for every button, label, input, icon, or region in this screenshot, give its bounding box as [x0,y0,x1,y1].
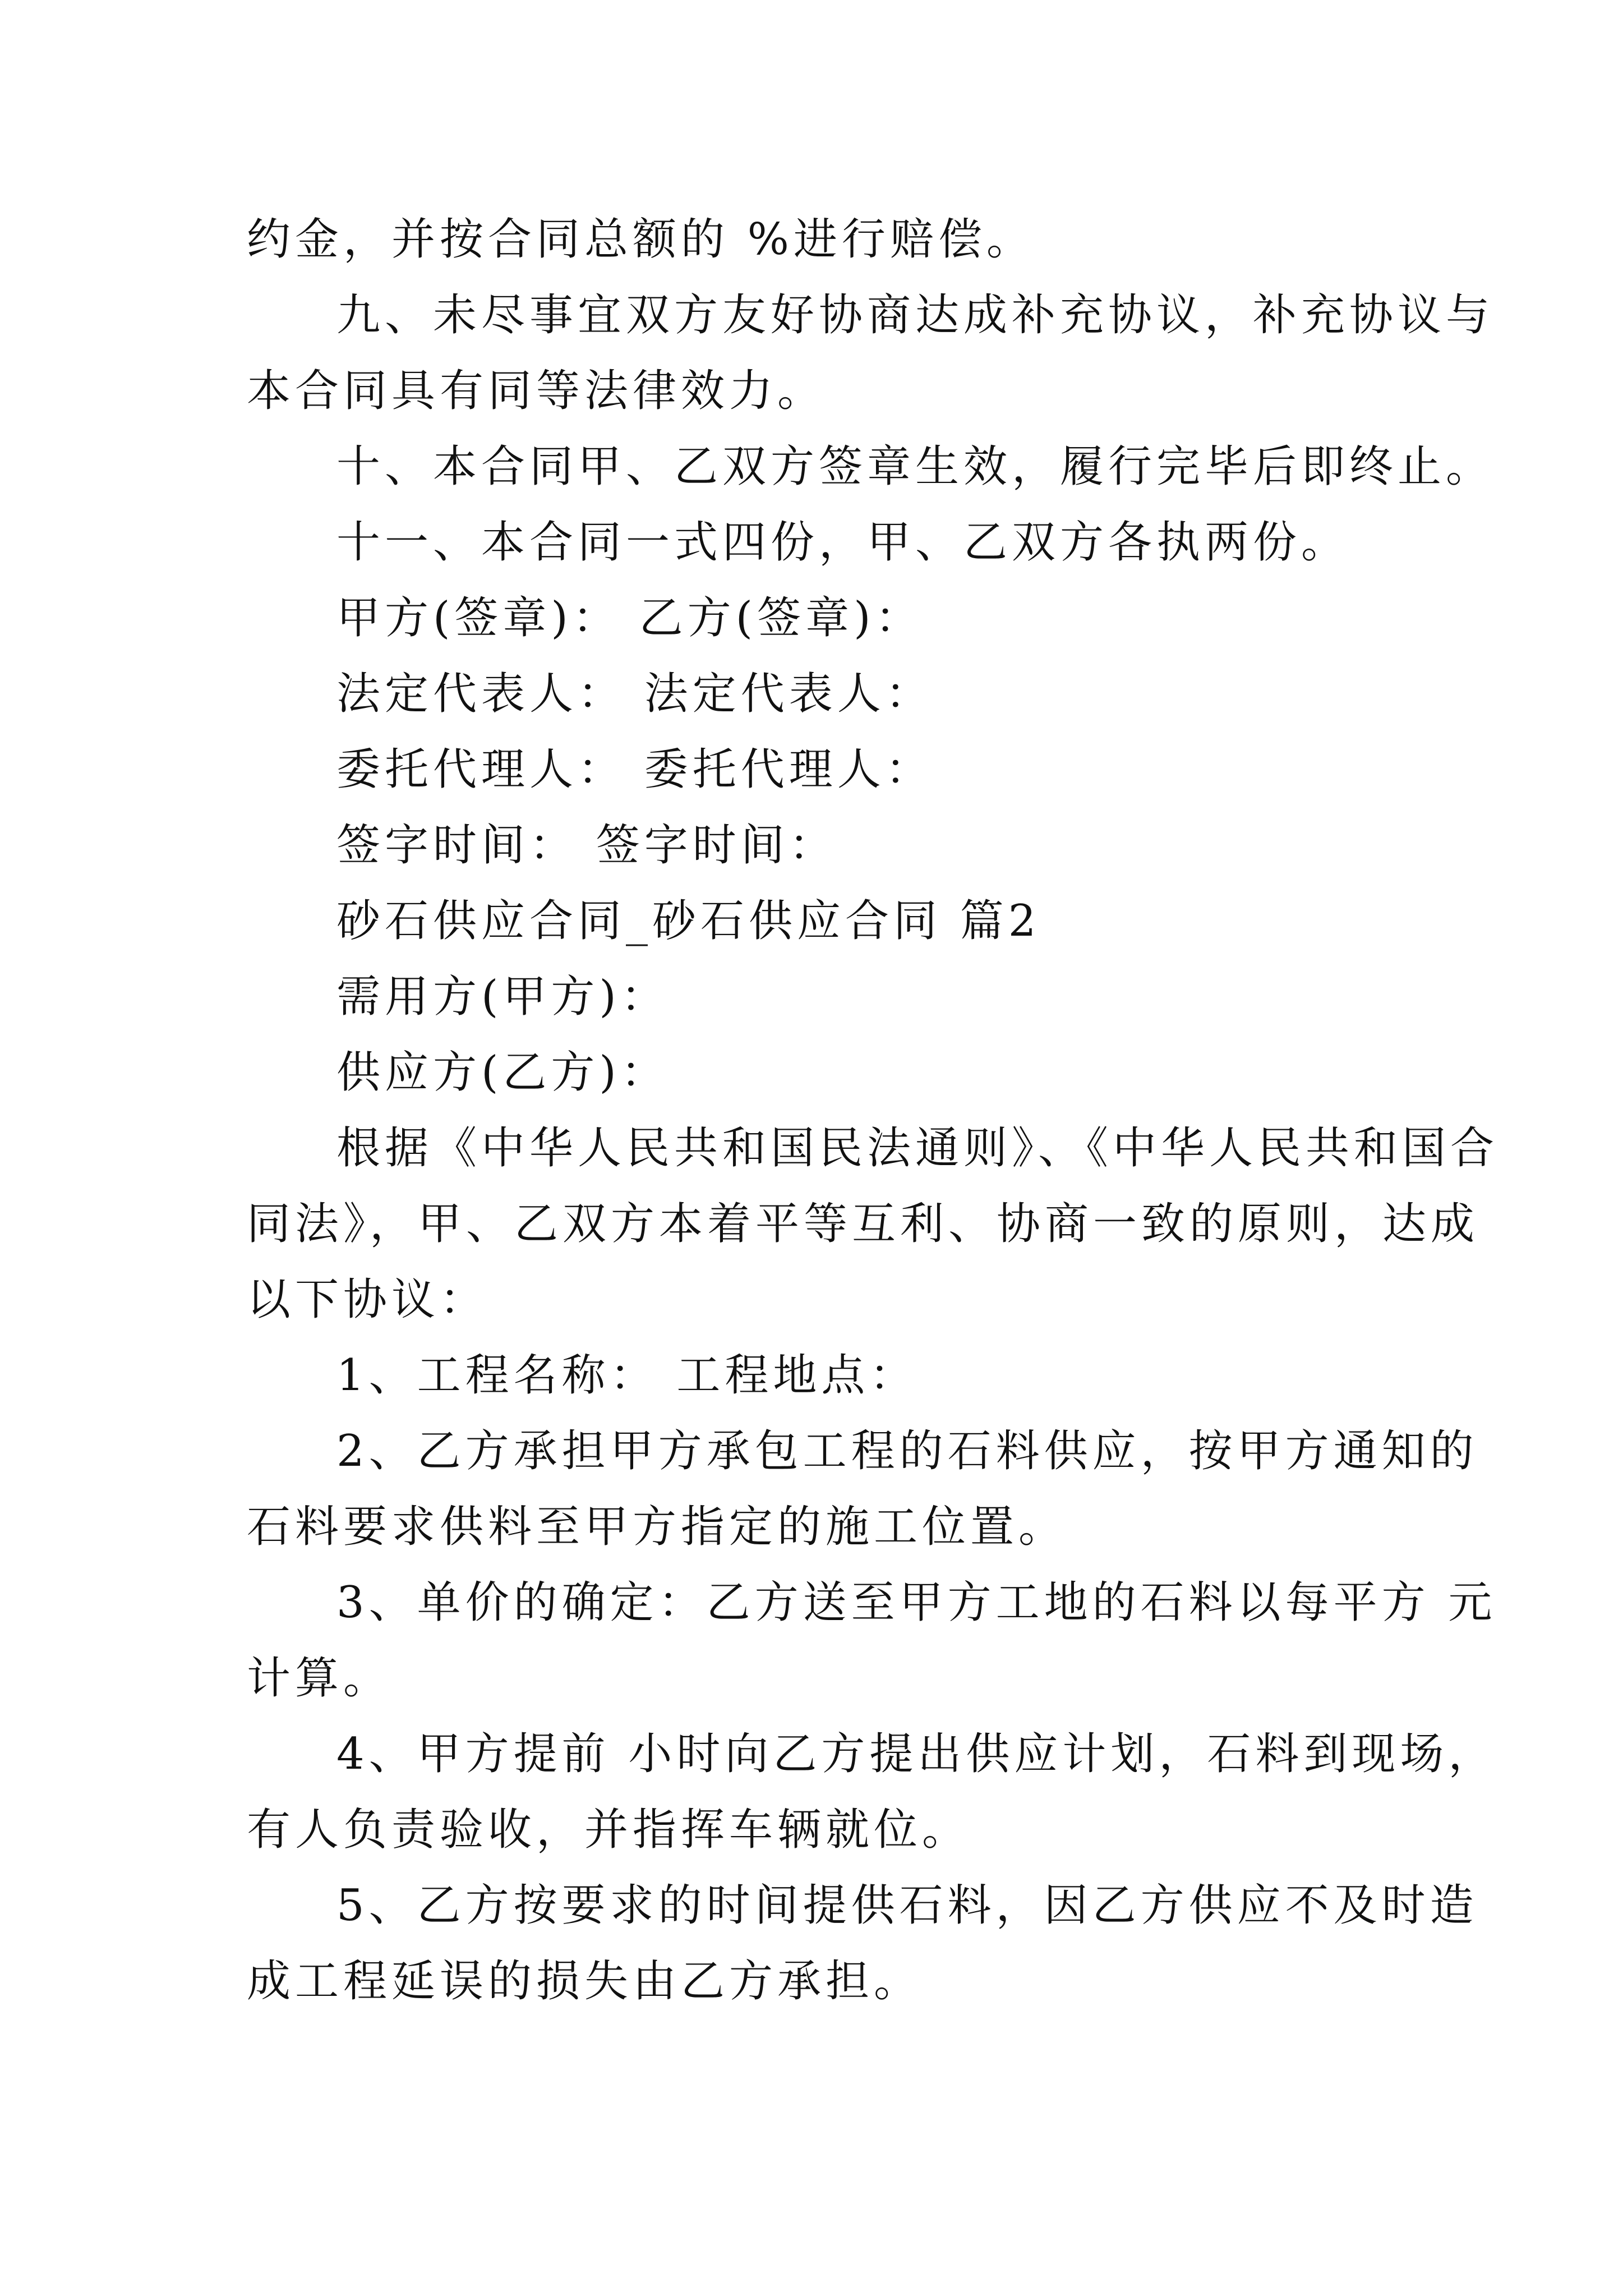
text-line [247,1035,1380,1111]
text-line [247,732,1380,808]
line-text: 甲方(签章)： 乙方(签章)： [336,593,924,643]
line-text: 本合同具有同等法律效力。 [247,366,826,416]
line-text: 委托代理人： 委托代理人： [336,744,934,795]
line-text: 签字时间： 签字时间： [336,820,837,871]
text-line [247,808,1380,884]
line-text: 4、甲方提前 小时向乙方提出供应计划，石料到现场， [336,1729,1497,1779]
line-text: 供应方(乙方)： [336,1047,669,1098]
line-text: 3、单价的确定：乙方送至甲方工地的石料以每平方 元 [336,1577,1497,1628]
text-line [247,278,1495,353]
text-line [247,1944,1380,2019]
line-text: 九、未尽事宜双方友好协商达成补充协议，补充协议与 [336,290,1495,341]
line-text: 5、乙方按要求的时间提供石料，因乙方供应不及时造 [336,1880,1478,1931]
line-text: 计算。 [247,1653,392,1704]
text-line [247,1186,1479,1262]
line-text: 成工程延误的损失由乙方承担。 [247,1956,923,2007]
text-line [247,1792,1380,1868]
line-text: 十、本合同甲、乙双方签章生效，履行完毕后即终止。 [336,441,1495,492]
text-line [247,353,1380,429]
line-text: 2、乙方承担甲方承包工程的石料供应，按甲方通知的 [336,1426,1478,1476]
text-line [247,1868,1478,1944]
line-text: 以下协议： [247,1274,488,1325]
line-text: 十一、本合同一式四份，甲、乙双方各执两份。 [336,517,1350,568]
text-line [247,656,1380,732]
line-text: 同法》，甲、乙双方本着平等互利、协商一致的原则，达成 [247,1199,1479,1249]
text-line [247,1338,1380,1414]
text-line [247,1565,1497,1641]
line-text: 需用方(甲方)： [336,972,669,1022]
text-line [247,1717,1497,1792]
line-text: 1、工程名称： 工程地点： [336,1350,918,1401]
line-text: 约金，并按合同总额的 %进行赔偿。 [247,214,1035,265]
text-line [247,581,1380,656]
line-text: 石料要求供料至甲方指定的施工位置。 [247,1502,1067,1552]
text-line [247,1111,1499,1186]
line-text: 砂石供应合同_砂石供应合同 篇2 [336,896,1041,946]
text-line [247,1489,1380,1565]
line-text: 有人负责验收，并指挥车辆就位。 [247,1805,971,1855]
text-line [247,1414,1478,1489]
text-line [247,429,1495,505]
text-line [247,1262,1380,1338]
text-line [247,959,1380,1035]
text-line [247,202,1380,278]
document-body [247,202,1499,2019]
text-line [247,505,1380,581]
line-text: 法定代表人： 法定代表人： [336,669,934,719]
section-heading [247,884,1380,959]
line-text: 根据《中华人民共和国民法通则》、《中华人民共和国合 [336,1123,1499,1174]
text-line [247,1641,1380,1717]
